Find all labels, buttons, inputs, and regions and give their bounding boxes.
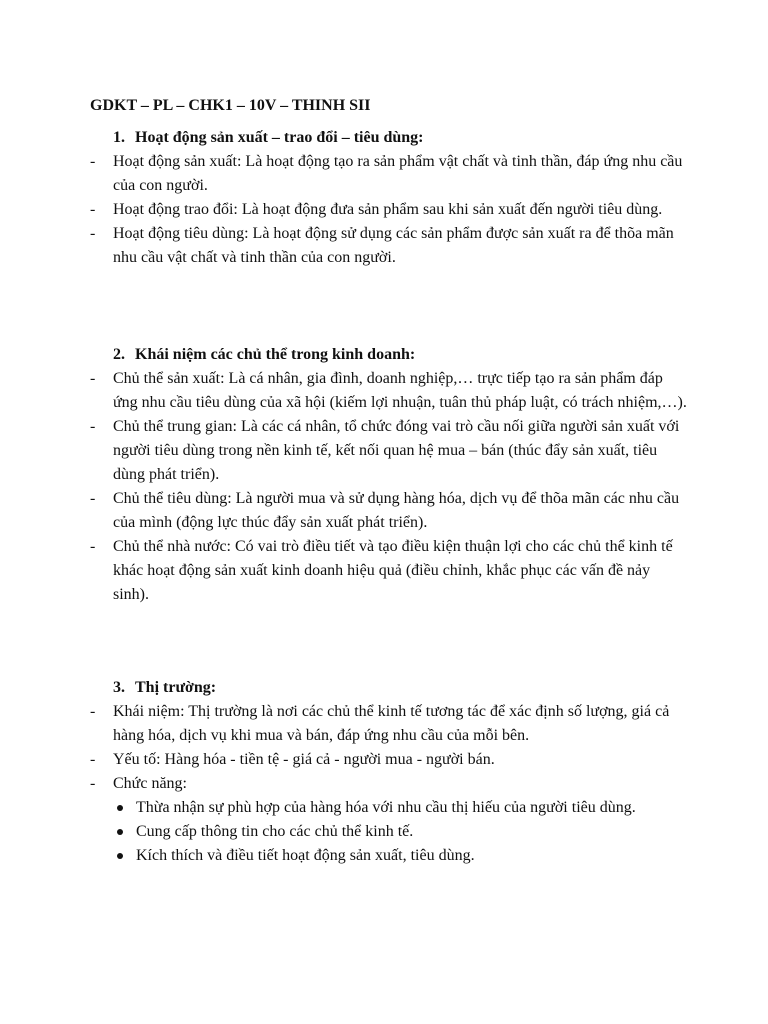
dash-marker: -: [90, 703, 96, 720]
section-heading: [90, 676, 690, 700]
section-production-exchange-consumption: [90, 126, 690, 270]
bullet-icon: [117, 805, 123, 811]
list-item-text: Hoạt động trao đổi: Là hoạt động đưa sản phẩm sau khi sản xuất đến người tiêu dùng.: [113, 201, 663, 218]
section-number: 1.: [113, 129, 125, 146]
list-item-text: Chủ thể trung gian: Là các cá nhân, tổ chức đóng vai trò cầu nối giữa người sản xuất với người tiêu dùng trong nền kinh tế, kết nối quan hệ mua – bán (thúc đẩy sản xuất, tiêu dùng phát triển).: [113, 418, 680, 483]
list-item: [90, 535, 690, 607]
list-item: [90, 748, 690, 772]
dash-marker: -: [90, 775, 96, 792]
list-item: [90, 772, 690, 796]
bullet-item: [90, 844, 690, 868]
bullet-icon: [117, 829, 123, 835]
bullet-item: [90, 796, 690, 820]
document-title: GDKT – PL – CHK1 – 10V – THINH SII: [90, 97, 371, 114]
list-item-text: Hoạt động tiêu dùng: Là hoạt động sử dụng các sản phẩm được sản xuất ra để thõa mãn nhu cầu vật chất và tinh thần của con người.: [113, 225, 674, 266]
section-market: [90, 676, 690, 868]
list-item: [90, 222, 690, 270]
list-item: [90, 198, 690, 222]
list-item: [90, 700, 690, 748]
list-item-text: Chủ thể nhà nước: Có vai trò điều tiết và tạo điều kiện thuận lợi cho các chủ thể kinh tế khác hoạt động sản xuất kinh doanh hiệu quả (điều chỉnh, khắc phục các vấn đề nảy sinh).: [113, 538, 673, 603]
section-heading-text: Khái niệm các chủ thể trong kinh doanh:: [135, 346, 416, 363]
section-heading: [90, 126, 690, 150]
dash-marker: -: [90, 751, 96, 768]
bullet-list: [90, 796, 690, 868]
section-number: 2.: [113, 346, 125, 363]
section-business-actors: [90, 343, 690, 607]
dash-list: [90, 150, 690, 270]
section-heading-text: Hoạt động sản xuất – trao đổi – tiêu dùng:: [135, 129, 424, 146]
dash-marker: -: [90, 418, 96, 435]
bullet-item-text: Kích thích và điều tiết hoạt động sản xuất, tiêu dùng.: [136, 847, 475, 864]
list-item-text: Hoạt động sản xuất: Là hoạt động tạo ra sản phẩm vật chất và tinh thần, đáp ứng nhu cầu của con người.: [113, 153, 683, 194]
section-heading-text: Thị trường:: [135, 679, 217, 696]
list-item: [90, 487, 690, 535]
dash-marker: -: [90, 225, 96, 242]
bullet-item-text: Thừa nhận sự phù hợp của hàng hóa với nhu cầu thị hiếu của người tiêu dùng.: [136, 799, 636, 816]
section-number: 3.: [113, 679, 125, 696]
section-heading: [90, 343, 690, 367]
list-item-text: Chủ thể sản xuất: Là cá nhân, gia đình, doanh nghiệp,… trực tiếp tạo ra sản phẩm đáp ứng nhu cầu tiêu dùng của xã hội (kiếm lợi nhuận, tuân thủ pháp luật, có trách nhiệm,…).: [113, 370, 687, 411]
bullet-item-text: Cung cấp thông tin cho các chủ thể kinh tế.: [136, 823, 414, 840]
list-item: [90, 367, 690, 415]
dash-marker: -: [90, 370, 96, 387]
list-item-text: Chức năng:: [113, 775, 187, 792]
bullet-item: [90, 820, 690, 844]
list-item: [90, 150, 690, 198]
bullet-icon: [117, 853, 123, 859]
dash-list: [90, 367, 690, 607]
dash-list: [90, 700, 690, 796]
list-item-text: Chủ thể tiêu dùng: Là người mua và sử dụng hàng hóa, dịch vụ để thõa mãn các nhu cầu của mình (động lực thúc đẩy sản xuất phát triển).: [113, 490, 680, 531]
list-item: [90, 415, 690, 487]
dash-marker: -: [90, 153, 96, 170]
dash-marker: -: [90, 201, 96, 218]
dash-marker: -: [90, 490, 96, 507]
list-item-text: Khái niệm: Thị trường là nơi các chủ thể kinh tế tương tác để xác định số lượng, giá cả hàng hóa, dịch vụ khi mua và bán, đáp ứng nhu cầu của mỗi bên.: [113, 703, 670, 744]
dash-marker: -: [90, 538, 96, 555]
list-item-text: Yếu tố: Hàng hóa - tiền tệ - giá cả - người mua - người bán.: [113, 751, 495, 768]
